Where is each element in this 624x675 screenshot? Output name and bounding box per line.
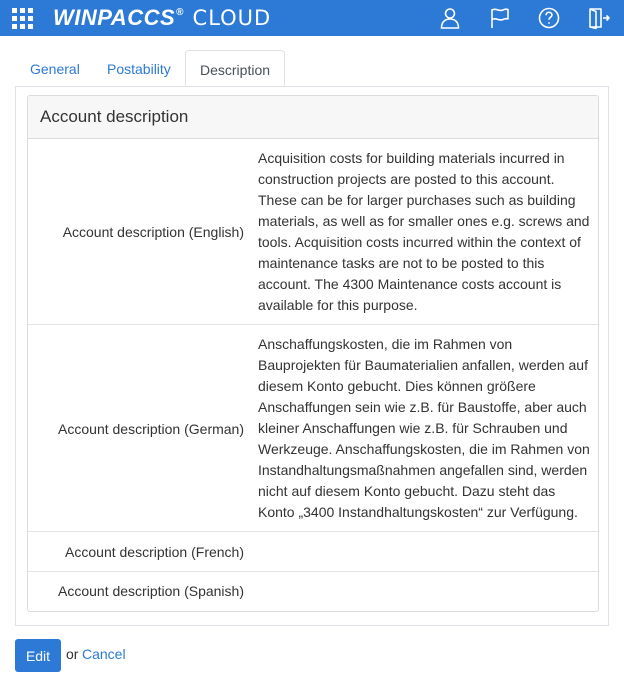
description-row-french [28, 532, 598, 572]
brand-suffix: CLOUD [192, 6, 272, 30]
brand-name: WINPACCS [53, 5, 176, 30]
logout-icon[interactable] [587, 6, 611, 30]
registered-mark: ® [176, 6, 184, 18]
field-value: Anschaffungskosten, die im Rahmen von Bauprojekten für Baumaterialien anfallen, werden auf diesem Konto gebucht. Dies können größere Anschaffungen sein wie z.B. für Baustoffe, aber auch kleiner Anschaffungen wie z.B. für Schrauben und Werkzeuge. Anschaffungskosten, die im Rahmen von Instandhaltungsmaßnahmen angefallen sind, werden nicht auf diesem Konto gebucht. Dazu steht das Konto „3400 Instandhaltungskosten“ zur Verfügung. [258, 336, 590, 520]
tab-bar [15, 50, 609, 87]
apps-grid-icon[interactable] [12, 8, 33, 29]
description-row-german [28, 325, 598, 532]
tab-pane [15, 86, 609, 626]
field-label: Account description (Spanish) [58, 583, 244, 599]
field-label: Account description (German) [58, 421, 244, 437]
field-label: Account description (French) [65, 544, 244, 560]
account-description-card [27, 95, 599, 612]
edit-button[interactable]: Edit [15, 639, 61, 672]
or-text: or [66, 646, 79, 662]
description-row-spanish [28, 572, 598, 611]
tab-description[interactable]: Description [185, 50, 285, 86]
top-bar [0, 0, 624, 36]
description-row-english [28, 139, 598, 325]
flag-icon[interactable] [488, 6, 512, 30]
field-value: Acquisition costs for building materials incurred in construction projects are posted to this account. These can be for larger purchases such as building materials, as well as for smaller ones e.g. screws and tools. Acquisition costs incurred within the context of maintenance tasks are not to be posted to this account. The 4300 Maintenance costs account is available for this purpose. [258, 150, 590, 313]
tab-postability[interactable]: Postability [107, 61, 171, 77]
field-label: Account description (English) [62, 224, 244, 240]
user-icon[interactable] [438, 6, 462, 30]
tab-general[interactable]: General [30, 61, 80, 77]
card-title: Account description [28, 96, 598, 139]
app-logo [53, 4, 271, 32]
help-icon[interactable] [537, 6, 561, 30]
cancel-link[interactable]: Cancel [82, 646, 126, 662]
